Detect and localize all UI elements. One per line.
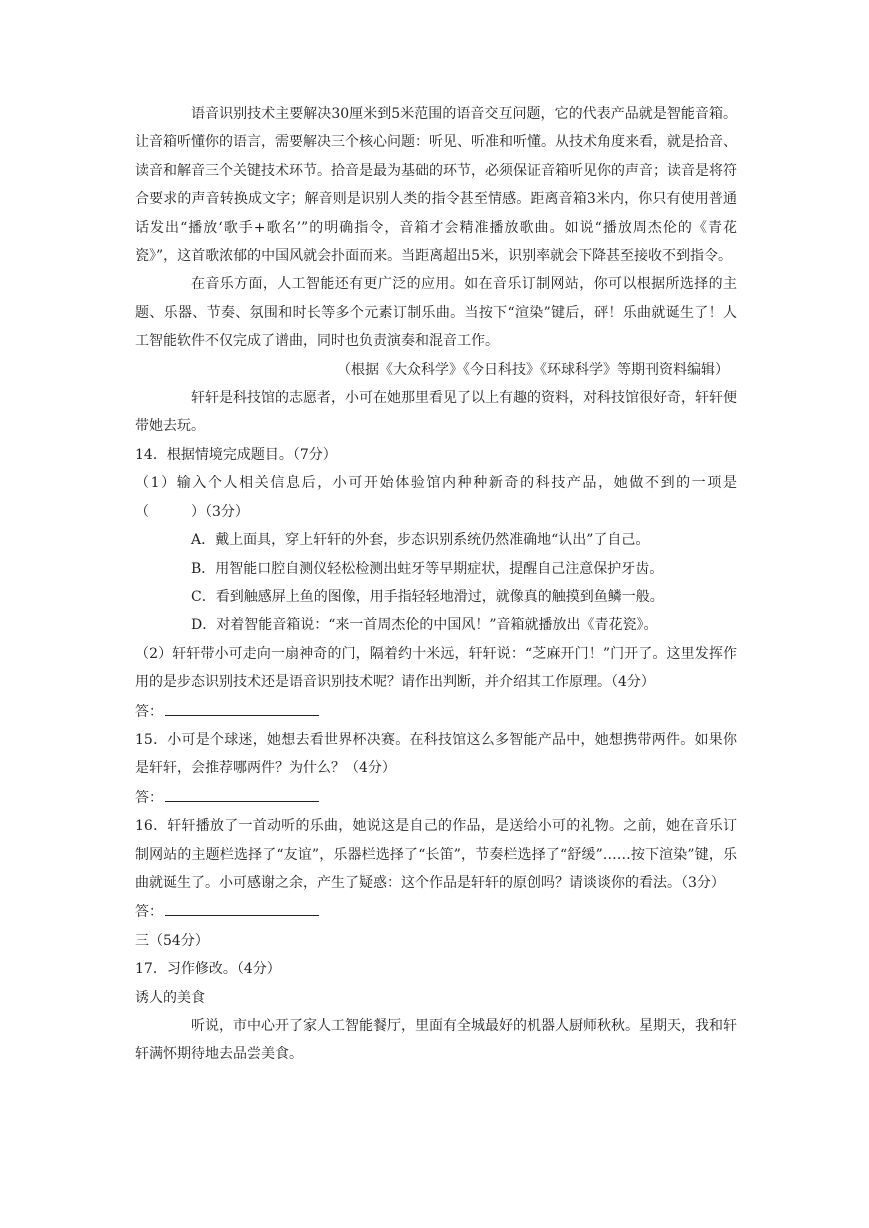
option-a: A．戴上面具，穿上轩轩的外套，步态识别系统仍然准确地“认出”了自己。	[191, 532, 650, 549]
paragraph-volunteer: 轩轩是科技馆的志愿者，小可在她那里看见了以上有趣的资料，对科技馆很好奇，轩轩便带她去玩。	[135, 390, 737, 435]
question-16: 16．轩轩播放了一首动听的乐曲，她说这是自己的作品，是送给小可的礼物。之前，她在音乐订制网站的主题栏选择了“友谊”，乐器栏选择了“长笛”，节奏栏选择了“舒缓”……按下渲染”键，乐曲就诞生了。小可感谢之余，产生了疑惑：这个作品是轩轩的原创吗？请谈谈你的看法。（3分）	[135, 818, 737, 891]
answer-label: 答：	[135, 789, 163, 806]
answer-label: 答：	[135, 703, 163, 720]
option-b: B．用智能口腔自测仪轻松检测出蛀牙等早期症状，提醒自己注意保护牙齿。	[191, 560, 664, 577]
answer-row-14	[135, 697, 737, 726]
question-14-part-1: （1）输入个人相关信息后，小可开始体验馆内种种新奇的科技产品，她做不到的一项是（ ）（3分）	[135, 475, 737, 520]
essay-title: 诱人的美食	[135, 989, 205, 1006]
question-17-title: 17．习作修改。（4分）	[135, 961, 281, 978]
source-citation: （根据《大众科学》《今日科技》《环球科学》等期刊资料编辑）	[337, 361, 729, 378]
document-page	[135, 100, 737, 1069]
section-3-heading: 三（54分）	[135, 932, 209, 949]
answer-label: 答：	[135, 904, 163, 921]
question-15: 15．小可是个球迷，她想去看世界杯决赛。在科技馆这么多智能产品中，她想携带两件。如果你是轩轩，会推荐哪两件？为什么？（4分）	[135, 731, 737, 777]
essay-paragraph-1: 听说，市中心开了家人工智能餐厅，里面有全城最好的机器人厨师秋秋。星期天，我和轩轩满怀期待地去品尝美食。	[135, 1018, 737, 1063]
option-c: C．看到触感屏上鱼的图像，用手指轻轻地滑过，就像真的触摸到鱼鳞一般。	[191, 588, 664, 605]
paragraph-ai-music: 在音乐方面，人工智能还有更广泛的应用。如在音乐订制网站，你可以根据所选择的主题、乐器、节奏、氛围和时长等多个元素订制乐曲。当按下“渲染”键后，砰！乐曲就诞生了！人工智能软件不仅完成了谱曲，同时也负责演奏和混音工作。	[135, 276, 737, 350]
answer-row-15	[135, 783, 737, 812]
question-14-part-2: （2）轩轩带小可走向一扇神奇的门，隔着约十米远，轩轩说：“芝麻开门！”门开了。这里发挥作用的是步态识别技术还是语音识别技术呢？请作出判断，并介绍其工作原理。（4分）	[135, 645, 737, 691]
option-d: D．对着智能音箱说：“来一首周杰伦的中国风！”音箱就播放出《青花瓷》。	[191, 617, 658, 634]
question-14-title: 14．根据情境完成题目。（7分）	[135, 446, 337, 463]
answer-row-16	[135, 897, 737, 926]
answer-blank-16[interactable]	[165, 897, 319, 916]
answer-blank-15[interactable]	[165, 783, 319, 802]
paragraph-speech-recognition: 语音识别技术主要解决30厘米到5米范围的语音交互问题，它的代表产品就是智能音箱。让音箱听懂你的语言，需要解决三个核心问题：听见、听准和听懂。从技术角度来看，就是拾音、读音和解音三个关键技术环节。拾音是最为基础的环节，必须保证音箱听见你的声音；读音是将符合要求的声音转换成文字；解音则是识别人类的指令甚至情感。距离音箱3米内，你只有使用普通话发出“播放‘歌手+歌名’”的明确指令，音箱才会精准播放歌曲。如说“播放周杰伦的《青花瓷》”，这首歌浓郁的中国风就会扑面而来。当距离超出5米，识别率就会下降甚至接收不到指令。	[135, 106, 737, 265]
answer-blank-14[interactable]	[165, 697, 319, 716]
